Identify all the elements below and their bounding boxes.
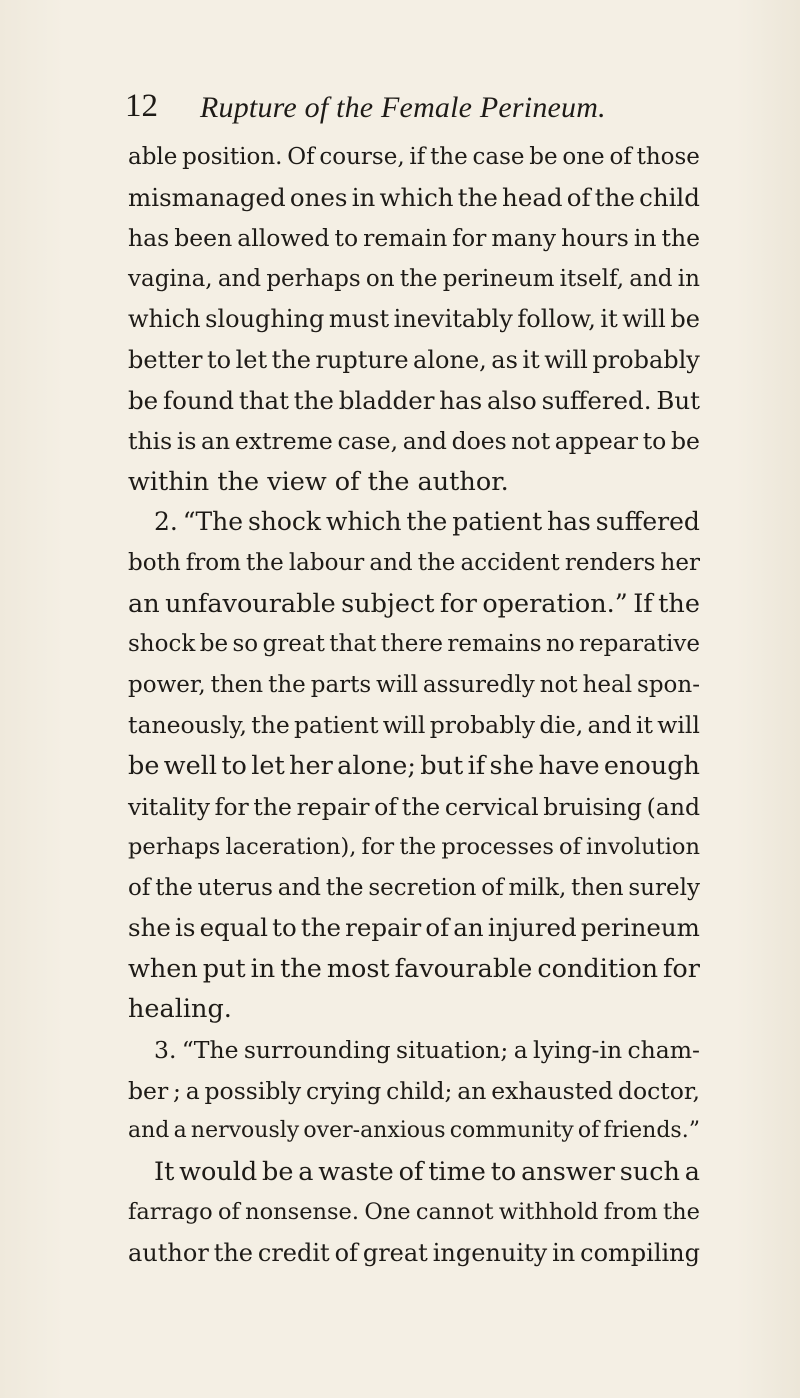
body-text	[128, 137, 700, 1274]
text-line: power, then the parts will assuredly not heal spon-	[128, 671, 700, 698]
text-line: farrago of nonsense. One cannot withhold from the	[128, 1199, 700, 1226]
text-line: when put in the most favourable condition for	[128, 953, 700, 984]
text-line: this is an extreme case, and does not appear to be	[128, 427, 700, 456]
text-line: author the credit of great ingenuity in compiling	[128, 1239, 700, 1268]
text-line: of the uterus and the secretion of milk, then surely	[128, 874, 700, 901]
text-line: perhaps laceration), for the processes of involution	[128, 834, 700, 861]
text-line: healing.	[128, 994, 232, 1025]
text-line: has been allowed to remain for many hours in the	[128, 224, 700, 253]
text-line: It would be a waste of time to answer such a	[154, 1156, 700, 1187]
text-line: vagina, and perhaps on the perineum itself, and in	[128, 265, 700, 292]
text-line: be well to let her alone; but if she have enough	[128, 750, 700, 781]
text-line: better to let the rupture alone, as it will probably	[128, 345, 700, 374]
page-header	[0, 86, 800, 136]
text-line: 3. “The surrounding situation; a lying-in cham-	[154, 1036, 700, 1065]
text-line: be found that the bladder has also suffered. But	[128, 385, 700, 415]
text-line: which sloughing must inevitably follow, it will be	[128, 305, 700, 334]
text-line: within the view of the author.	[128, 466, 509, 497]
text-line: both from the labour and the accident renders her	[128, 549, 700, 576]
text-line: ber ; a possibly crying child; an exhausted doctor,	[128, 1076, 700, 1105]
text-line: 2. “The shock which the patient has suffered	[154, 507, 700, 537]
page-number: 12	[125, 88, 158, 124]
text-line: taneously, the patient will probably die, and it will	[128, 711, 700, 740]
text-line: vitality for the repair of the cervical bruising (and	[128, 792, 700, 821]
text-line: mismanaged ones in which the head of the child	[128, 182, 700, 212]
text-line: shock be so great that there remains no reparative	[128, 631, 700, 658]
text-line: she is equal to the repair of an injured perineum	[128, 913, 700, 943]
running-title: Rupture of the Female Perineum.	[200, 91, 606, 124]
text-line: able position. Of course, if the case be one of those	[128, 144, 700, 170]
text-line: and a nervously over-anxious community of friends.”	[128, 1118, 700, 1144]
text-line: an unfavourable subject for operation.” If the	[128, 588, 700, 619]
